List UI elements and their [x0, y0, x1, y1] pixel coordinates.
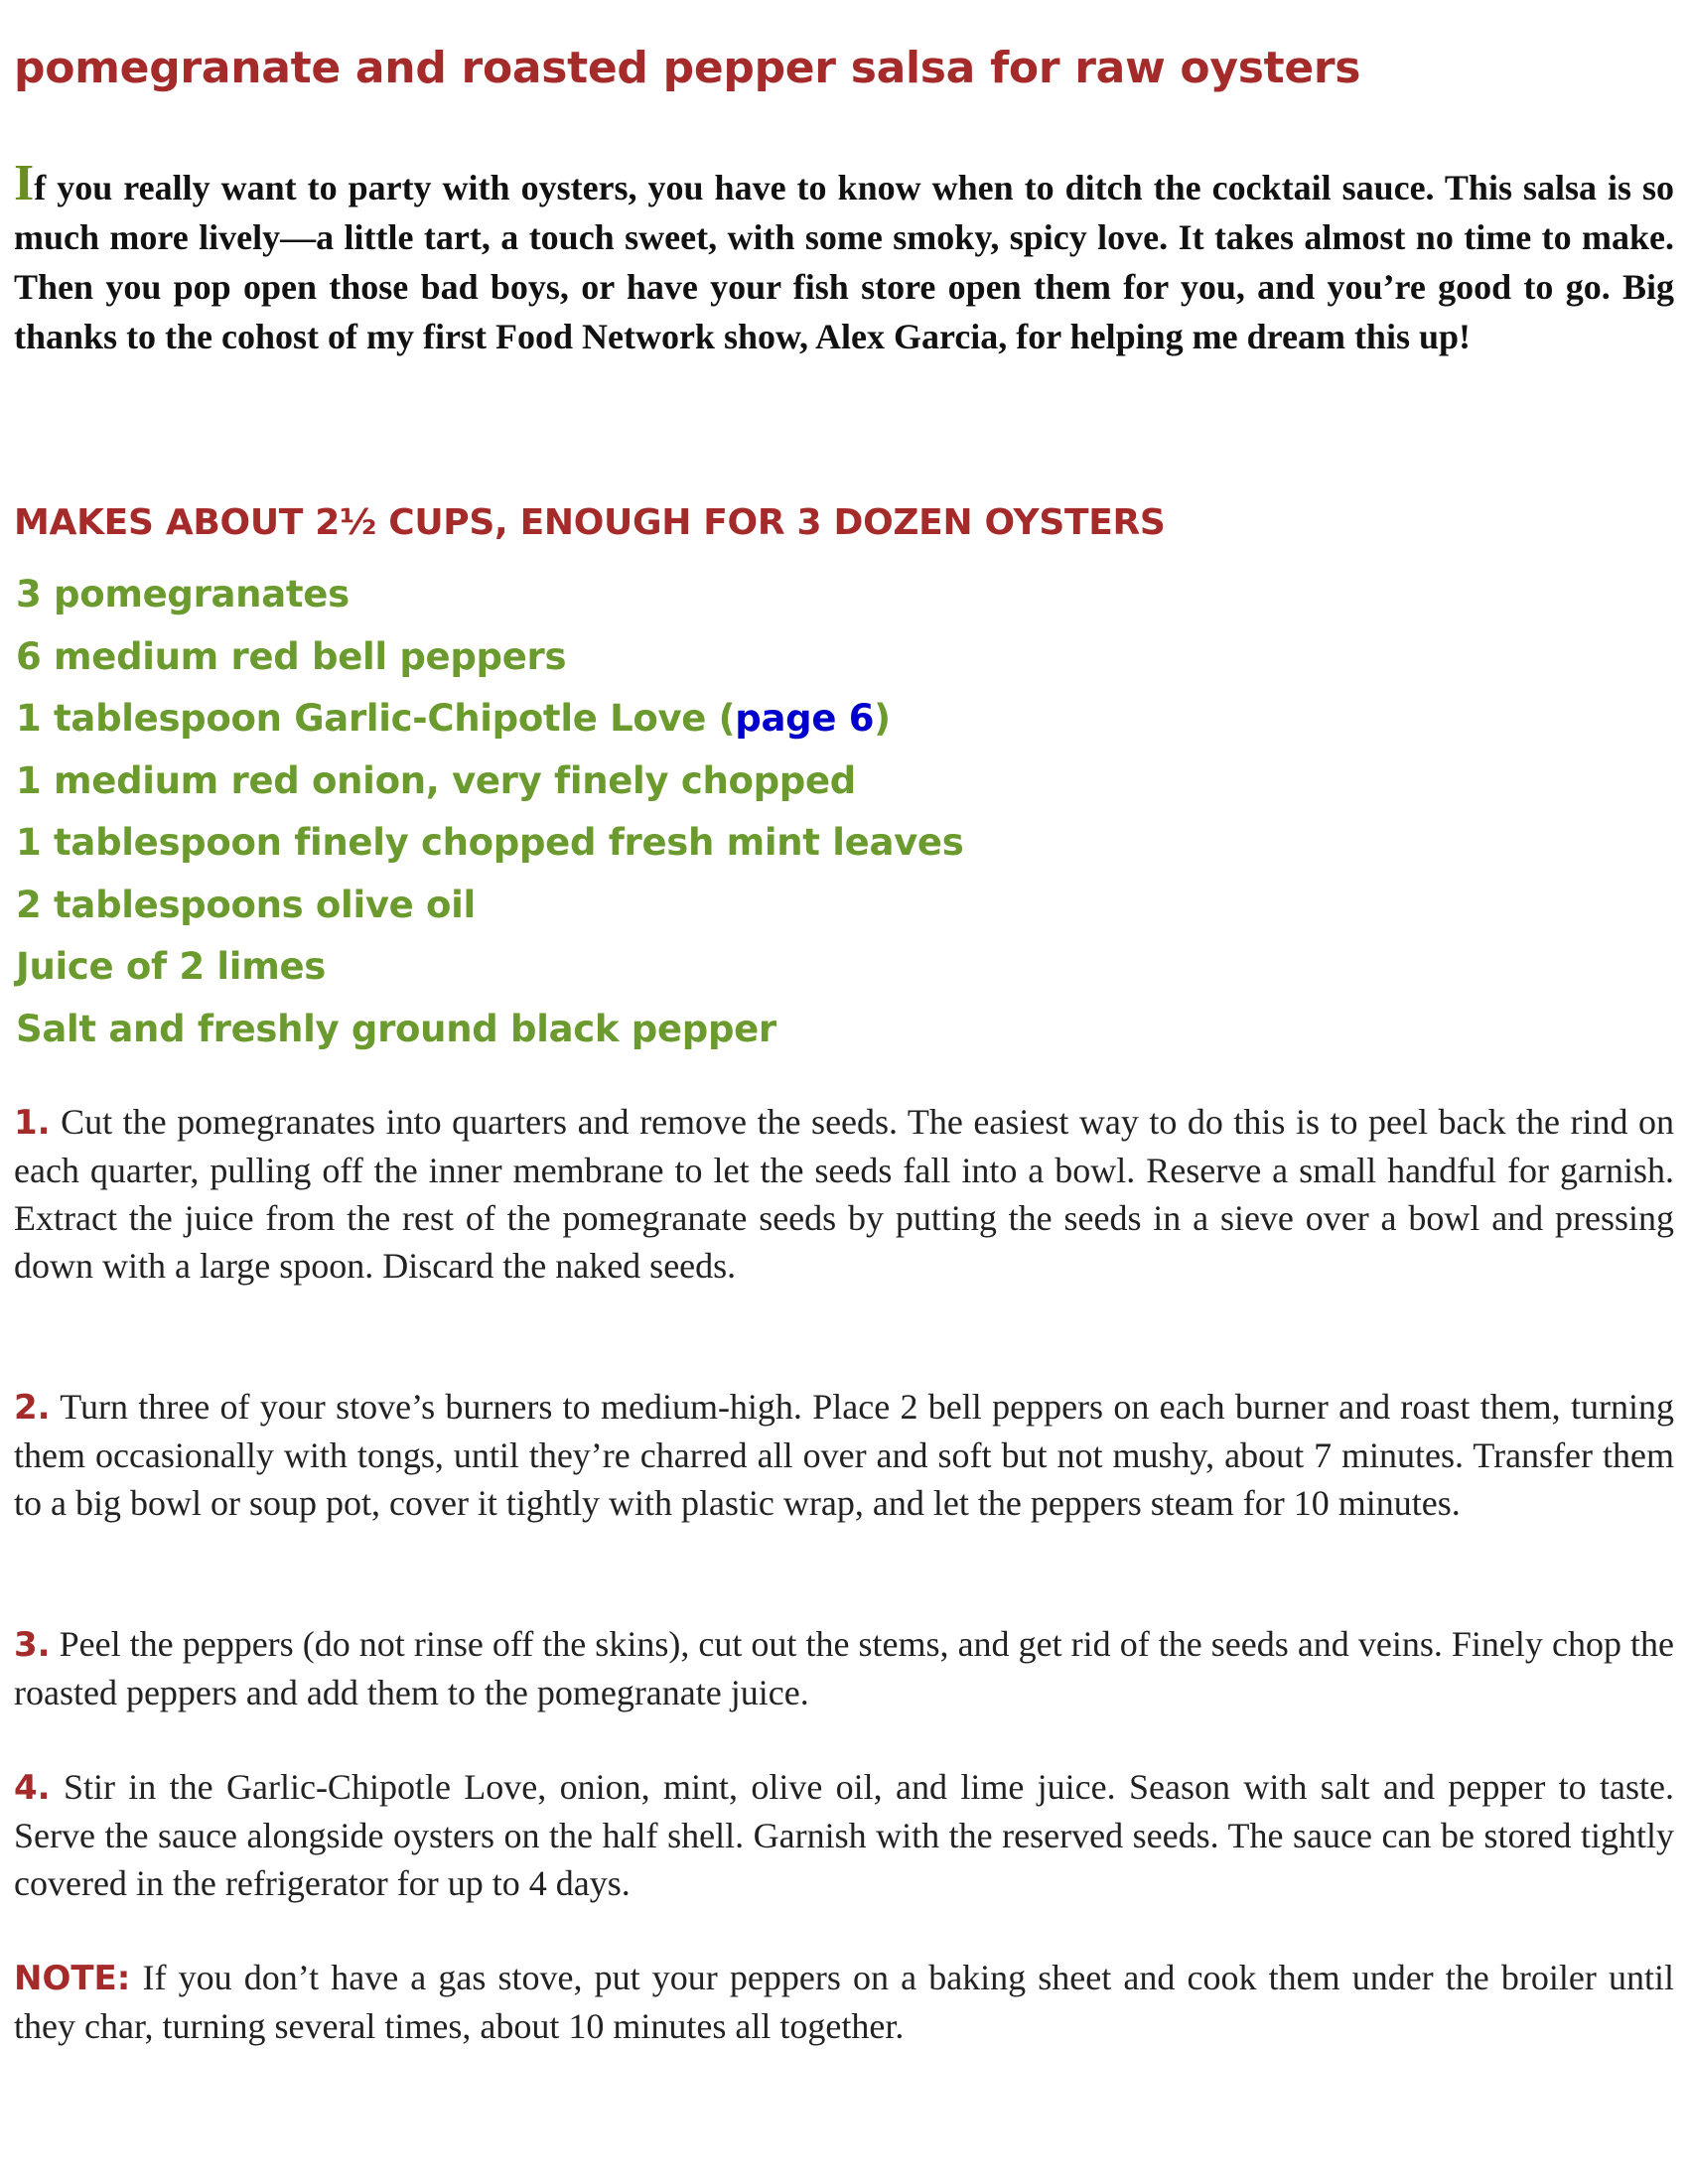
note-label: NOTE:: [14, 1959, 131, 1998]
note-paragraph: [14, 1954, 1674, 2050]
yield-heading: MAKES ABOUT 2½ CUPS, ENOUGH FOR 3 DOZEN OYSTERS: [14, 502, 1166, 543]
step-text: Peel the peppers (do not rinse off the skins), cut out the stems, and get rid of the seeds and veins. Finely chop the roasted peppers and add them to the pomegranate juice.: [14, 1624, 1674, 1712]
ingredient-item: 1 medium red onion, very finely chopped: [16, 758, 856, 802]
ingredient-item: Juice of 2 limes: [16, 945, 326, 988]
ingredient-text: 1 tablespoon Garlic-Chipotle Love (: [16, 697, 736, 740]
ingredient-item: [16, 694, 963, 756]
page-reference-link[interactable]: page 6: [735, 697, 875, 740]
ingredient-item: Salt and freshly ground black pepper: [16, 1007, 776, 1050]
step-number: 1.: [14, 1103, 51, 1143]
step-2: [14, 1383, 1674, 1527]
intro-paragraph: [14, 155, 1674, 361]
note-text: If you don’t have a gas stove, put your peppers on a baking sheet and cook them under the broiler until they char, turning several times, about 10 minutes all together.: [14, 1958, 1675, 2046]
ingredient-item: 1 tablespoon finely chopped fresh mint leaves: [16, 821, 964, 864]
intro-text: f you really want to party with oysters, you have to know when to ditch the cocktail sauce. This salsa is so much more lively—a little tart, a touch sweet, with some smoky, spicy love. It takes almost no time to make. Then you pop open those bad boys, or have your fish store open them for you, and you’re good to go. Big thanks to the cohost of my first Food Network show, Alex Garcia, for helping me dream this up!: [14, 168, 1674, 356]
recipe-title: pomegranate and roasted pepper salsa for raw oysters: [14, 43, 1361, 94]
ingredient-item: 6 medium red bell peppers: [16, 634, 567, 678]
step-4: [14, 1763, 1674, 1907]
step-number: 2.: [14, 1388, 51, 1428]
step-3: [14, 1620, 1674, 1716]
ingredient-item: 3 pomegranates: [16, 573, 350, 615]
step-number: 3.: [14, 1625, 51, 1665]
ingredient-text-end: ): [874, 697, 891, 740]
intro-dropcap: I: [14, 155, 35, 211]
step-text: Stir in the Garlic-Chipotle Love, onion, mint, olive oil, and lime juice. Season with salt and pepper to taste. Serve the sauce alongside oysters on the half shell. Garnish with the reserved seeds. The sauce can be stored tightly covered in the refrigerator for up to 4 days.: [14, 1767, 1674, 1903]
ingredient-list: [16, 570, 963, 1066]
step-text: Turn three of your stove’s burners to medium-high. Place 2 bell peppers on each burner and roast them, turning them occasionally with tongs, until they’re charred all over and soft but not mushy, about 7 minutes. Transfer them to a big bowl or soup pot, cover it tightly with plastic wrap, and let the peppers steam for 10 minutes.: [14, 1387, 1674, 1523]
step-1: [14, 1098, 1674, 1290]
step-number: 4.: [14, 1768, 51, 1808]
step-text: Cut the pomegranates into quarters and remove the seeds. The easiest way to do this is to peel back the rind on each quarter, pulling off the inner membrane to let the seeds fall into a bowl. Reserve a small handful for garnish. Extract the juice from the rest of the pomegranate seeds by putting the seeds in a sieve over a bowl and pressing down with a large spoon. Discard the naked seeds.: [14, 1102, 1674, 1286]
ingredient-item: 2 tablespoons olive oil: [16, 883, 476, 926]
